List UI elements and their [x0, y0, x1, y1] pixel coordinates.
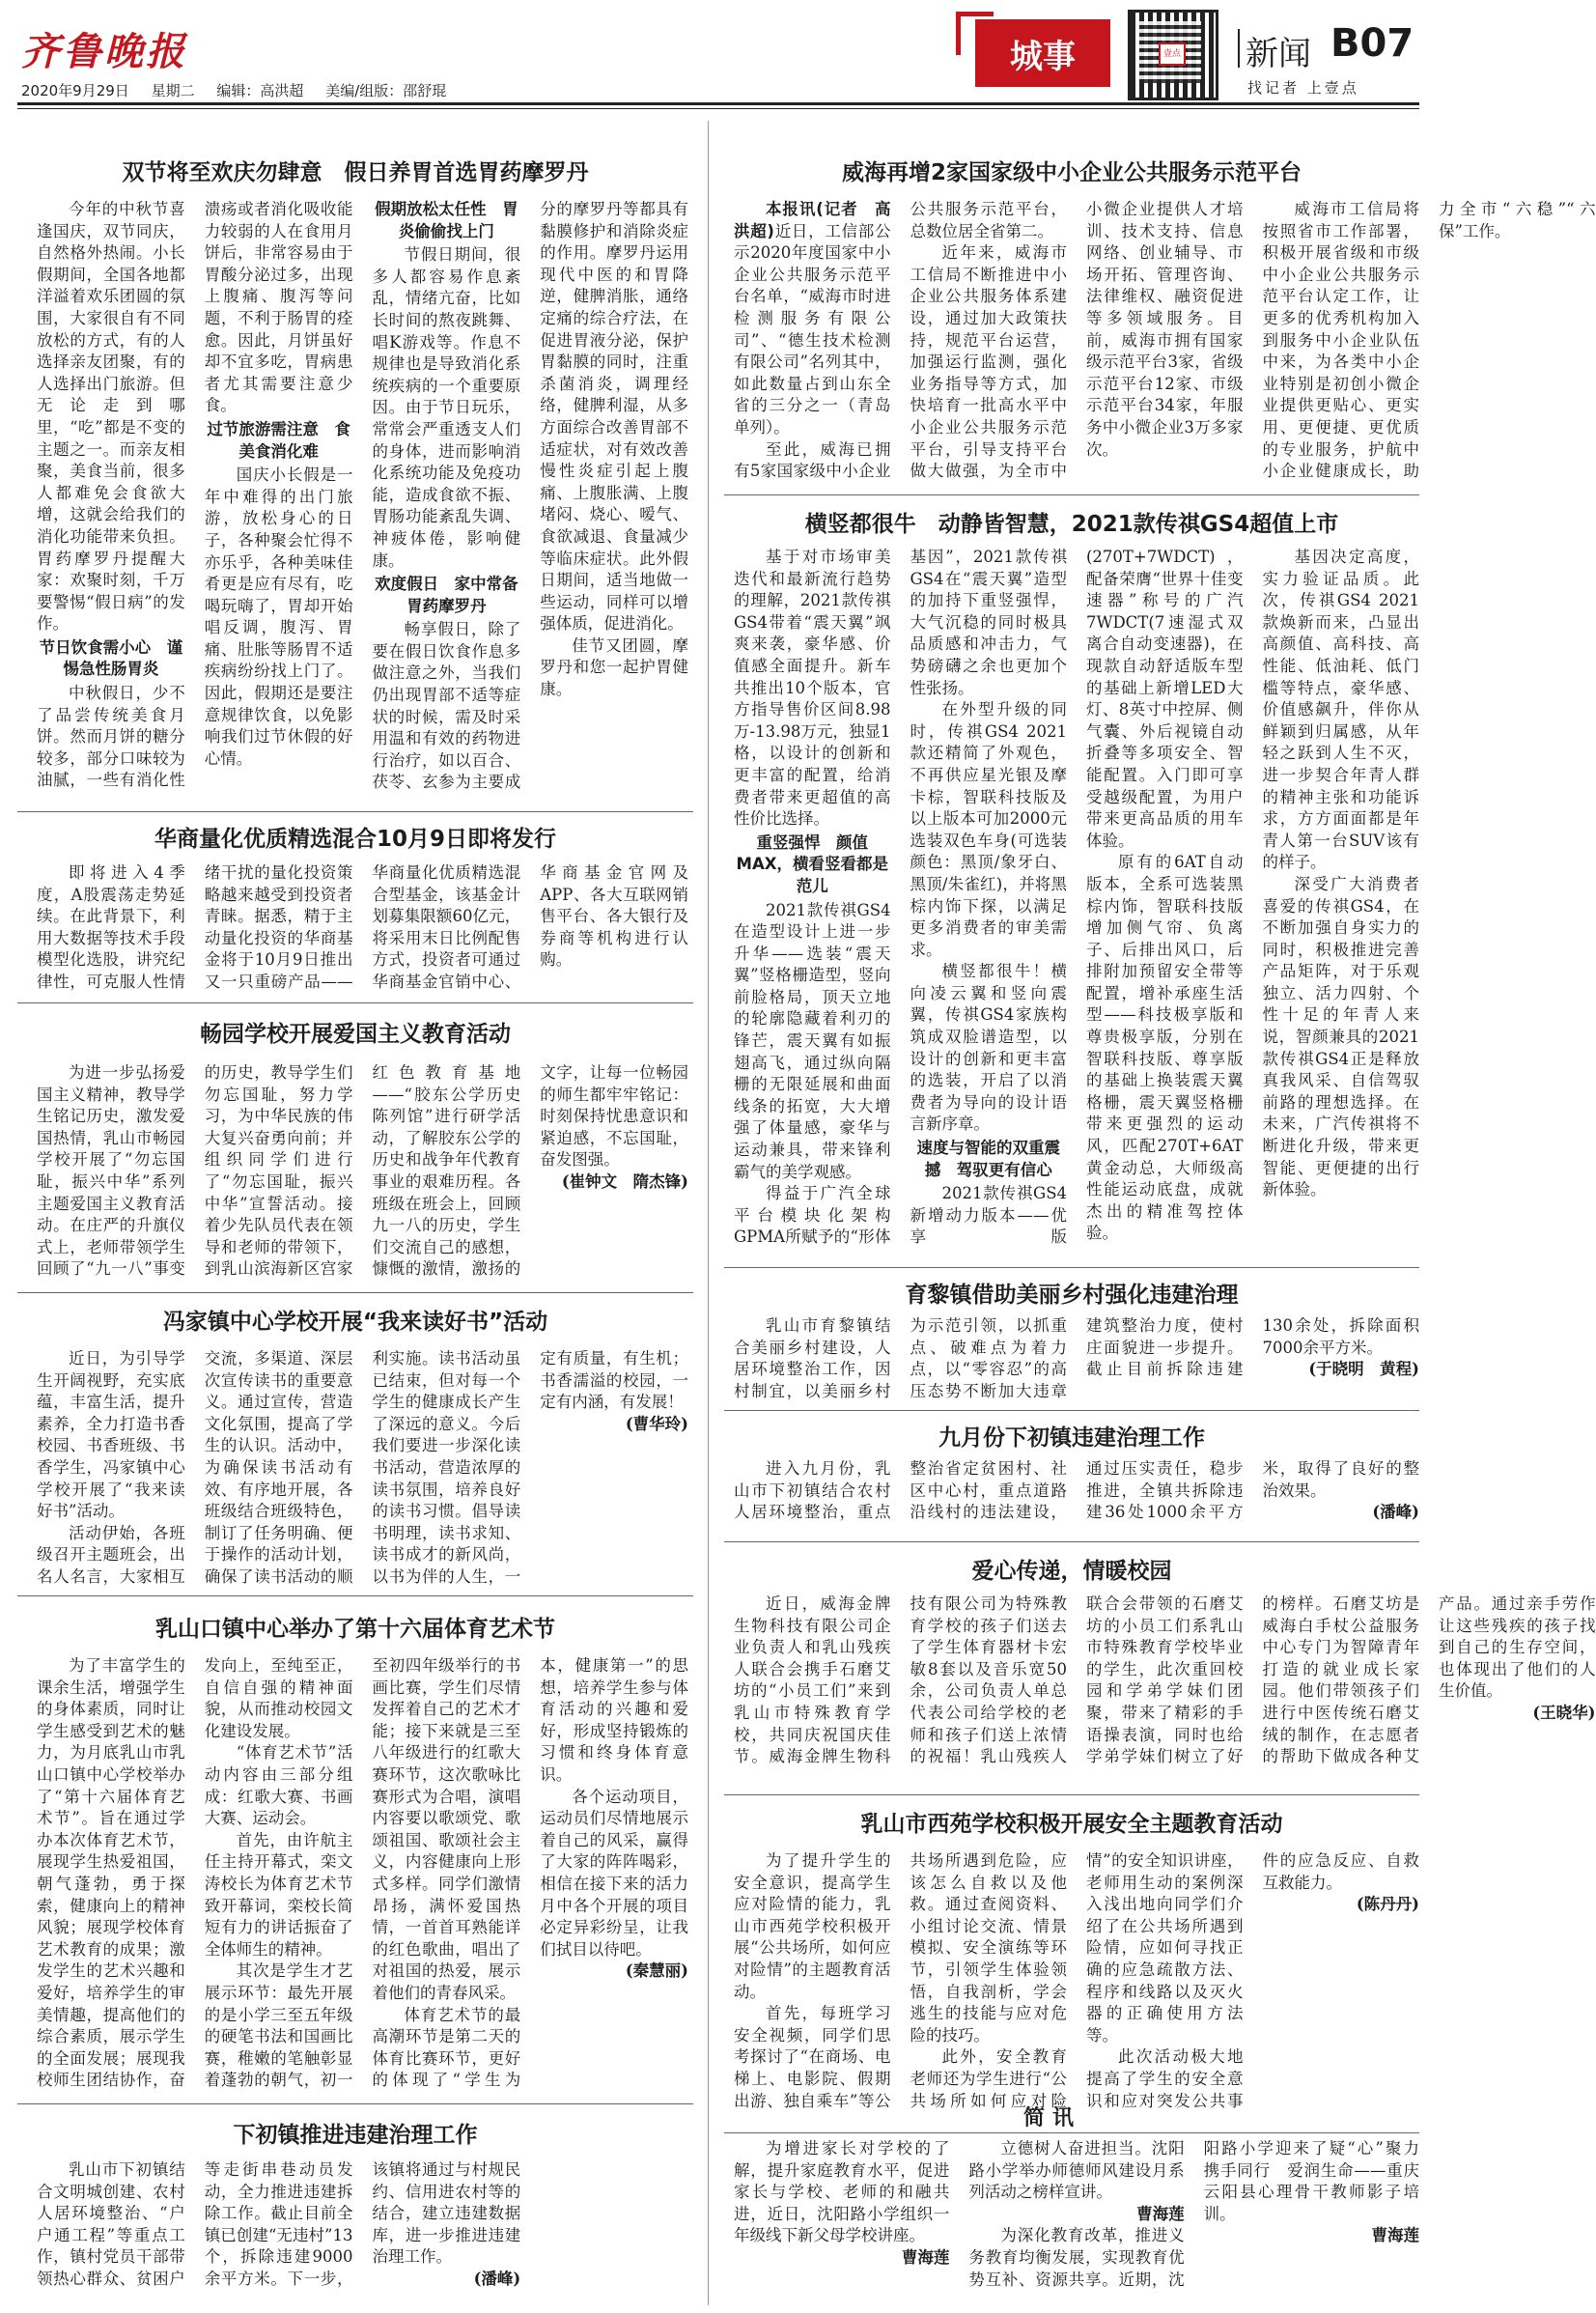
header-rule: [17, 102, 1419, 105]
brief-item: 立德树人奋进担当。沈阳路小学举办师德师风建设月系列活动之榜样宣讲。: [968, 2139, 1185, 2202]
header-divider: [1238, 29, 1240, 68]
article-title: 乳山市西苑学校积极开展安全主题教育活动: [860, 1812, 1283, 1837]
article-body: [734, 1458, 1419, 1536]
article-divider: [724, 1794, 1419, 1795]
paragraph: 横竖都很牛！横向凌云翼和竖向震翼，传祺GS4家族构筑成双脸谱造型，以设计的创新和更丰富的选装，开启了以消费者为导向的设计语言新序章。: [910, 962, 1067, 1134]
paragraph: 乳山市育黎镇结合美丽乡村建设，人居环境整治工作，因村制宜，以美丽乡村为示范引领，以抓重点、破难点为着力点，以“零容忍”的高压态势不断加大违章建筑整治力度，使村庄面貌进一步提升。截止目前拆除违建130余处，拆除面积7000余平方米。: [734, 1316, 1419, 1400]
column-separator: [708, 121, 709, 2305]
article-body: [37, 1062, 688, 1284]
article-divider: [724, 494, 1419, 495]
subheading: 节日饮食需小心 谨惕急性肠胃炎: [39, 637, 183, 679]
byline: 曹海莲: [901, 2247, 950, 2267]
article-divider: [17, 1292, 693, 1293]
article-title: 乳山口镇中心举办了第十六届体育艺术节: [155, 1617, 555, 1642]
paragraph: 今年的中秋节喜逢国庆，双节同庆，自然格外热闹。小长假期间，全国各地都洋溢着欢乐团圆的氛围，大家很自有不同放松的方式，有的人选择亲友团聚，有的人选择出门旅游。但无论走到哪里，“吃”都是不变的主题之一。而亲友相聚，美食当前，很多人都难免会食欲大增，这就会给我们的消化功能带来负担。胃药摩罗丹提醒大家：欢聚时刻，千万要警惕“假日病”的发作。: [37, 200, 185, 634]
article-divider: [724, 2132, 1419, 2133]
article-divider: [17, 1002, 693, 1003]
article-body: [734, 1594, 1596, 1787]
reporter-slogan: 找记者 上壹点: [1247, 79, 1359, 97]
byline: (潘峰): [473, 2269, 521, 2288]
paragraph: 进入九月份，乳山市下初镇结合农村人居环境整治，重点整治省定贫困村、社区中心村，重点道路沿线村的违法建设，通过压实责任，稳步推进，全镇共拆除违建36处1000余平方米，取得了良好的整治效果。: [734, 1459, 1419, 1522]
paragraph: 近日，为引导学生开阔视野，充实底蕴，丰富生活，提升素养，全力打造书香校园、书香班级、书香学生，冯家镇中心学校开展了“我来读好书”活动。: [37, 1349, 185, 1521]
article-title: 华商量化优质精选混合10月9日即将发行: [154, 827, 556, 852]
paragraph: 2021款传祺GS4新增动力版本——优享版(270T+7WDCT)，配备荣膺“世界十佳变速器”称号的广汽7WDCT(7速湿式双离合自动变速器)，在现款自动舒适版车型的基础上新增LED大灯、8英寸中控屏、侧气囊、外后视镜自动折叠等多项安全、智能配置。入门即可享受越级配置，为用户带来更高品质的用车体验。: [910, 548, 1244, 1247]
paragraph: 在外型升级的同时，传祺GS4 2021款还精简了外观色，不再供应星光银及摩卡棕，智联科技版及以上版本可加2000元选装双色车身(可选装颜色：黑顶/象牙白、黑顶/朱雀红)，并将黑棕内饰下探，以满足更多消费者的审美需求。: [910, 700, 1067, 959]
paragraph: 为了提升学生的安全意识，提高学生应对险情的能力，乳山市西苑学校积极开展“公共场所，如何应对险情”的主题教育活动。: [734, 1851, 891, 2001]
dateline-lead: 本报讯(记者 高洪超): [734, 200, 891, 240]
paragraph: 为了丰富学生的课余生活，增强学生的身体素质，同时让学生感受到艺术的魅力，为月底乳山市乳山口镇中心学校举办了“第十六届体育艺术节”。旨在通过学办本次体育艺术节，展现学生热爱祖国，朝气蓬勃，勇于探索，健康向上的精神风貌；展现学校体育艺术教育的成果；激发学生的艺术兴趣和爱好，培养学生的审美情趣，提高他们的综合素质，展示学生的全面发展；展现我校师生团结协作，奋发向上，至纯至正，自信自强的精神面貌，从而推动校园文化建设发展。: [37, 1656, 353, 2090]
byline: (潘峰): [1372, 1503, 1419, 1522]
paragraph: 畅享假日，除了要在假日饮食作息多做注意之外，当我们仍出现胃部不适等症状的时候，需及时采用温和有效的药物进行治疗，如以百合、茯苓、玄参为主要成分的摩罗丹等都具有黏膜修护和消除炎症的作用。摩罗丹运用现代中医的和胃降逆，健脾消胀，通络定痛的综合疗法，在促进胃液分泌，保护胃黏膜的同时，注重杀菌消炎，调理经络，健脾利湿，从多方面综合改善胃部不适症状，对有效改善慢性炎症引起上腹痛、上腹胀满、上腹堵闷、烧心、嗳气、食欲减退、食量减少等临床症状。此外假日期间，适当地做一些运动，同样可以增强体质，促进消化。: [372, 200, 688, 792]
header-rule-thin: [17, 108, 1419, 109]
paragraph: 2021款传祺GS4在造型设计上进一步升华——选装“震天翼”竖格栅造型，竖向前脸格局，顶天立地的轮廓隐藏着利刃的锋芒，震天翼有如振翅高飞，通过纵向隔栅的无限延展和曲面线条的拓宽，大大增强了体量感，豪华与运动兼具，带来锋利霸气的美学观感。: [734, 900, 891, 1181]
article-title: 下初镇推进违建治理工作: [233, 2123, 478, 2148]
paragraph: 其次是学生才艺展示环节：最先开展的是小学三至五年级的硬笔书法和国画比赛，稚嫩的笔触彰显着蓬勃的朝气，初一至初四年级举行的书画比赛，学生们尽情发挥着自己的艺术才能；接下来就是三至八年级进行的红歌大赛环节，这次歌咏比赛形式为合唱，演唱内容要以歌颂党、歌颂祖国、歌颂社会主义，内容健康向上形式多样。同学们激情昂扬，满怀爱国热情，一首首耳熟能详的红色歌曲，唱出了对祖国的热爱，展示着他们的青春风采。: [204, 1656, 521, 2090]
article-title: 爱心传递，情暖校园: [971, 1559, 1172, 1584]
article-title: 双节将至欢庆勿肆意 假日养胃首选胃药摩罗丹: [122, 160, 589, 185]
qr-logo: 壹点: [1159, 42, 1186, 66]
paragraph: 得益于广汽全球平台模块化架构GPMA所赋予的“形体基因”，2021款传祺GS4在“震天翼”造型的加持下重竖强悍，大气沉稳的同时极具品质感和冲击力，气势磅礴之余也更加个性张扬。: [734, 548, 1067, 1247]
briefs-body: [734, 2138, 1436, 2304]
paragraph: 乳山市下初镇结合文明城创建、农村人居环境整治、“户户通工程”等重点工作，镇村党员干部带领热心群众、贫困户等走街串巷动员发动，全力推进违建拆除工作。截止目前全镇已创建“无违村”13个，拆除违建9000余平方米。下一步，该镇将通过与村规民约、信用进农村等的结合，建立违建数据库，进一步推进违建治理工作。: [37, 2160, 521, 2288]
subheading: 欢度假日 家中常备胃药摩罗丹: [375, 575, 518, 615]
byline: (曹华玲): [625, 1414, 688, 1433]
paragraph: 中秋假日，少不了品尝传统美食月饼。然而月饼的糖分较多，部分口味较为油腻，一些有消化性溃疡或者消化吸收能力较弱的人在食用月饼后，非常容易由于胃酸分泌过多，出现上腹痛、腹泻等问题，不利于肠胃的痊愈。因此，月饼虽好却不宜多吃，胃病患者尤其需要注意少食。: [37, 200, 353, 790]
article-title: 横竖都很牛 动静皆智慧，2021款传祺GS4超值上市: [804, 512, 1339, 537]
paragraph: 各个运动项目，运动员们尽情地展示着自己的风采，赢得了大家的阵阵喝彩，相信在接下来的活力月中各个开展的项目必定异彩纷呈，让我们拭目以待吧。: [540, 1787, 688, 1959]
issue-date: 2020年9月29日: [21, 82, 129, 99]
article-divider: [17, 2103, 693, 2104]
dateline: [21, 80, 463, 100]
article-body: [37, 2159, 688, 2304]
byline: (王晓华): [1532, 1703, 1596, 1722]
paragraph: 深受广大消费者喜爱的传祺GS4，在不断加强自身实力的同时，积极推进完善产品矩阵，对于乐观独立、活力四射、个性十足的年青人来说，智颜兼具的2021款传祺GS4正是释放真我风采、自信驾驭前路的理想选择。在未来，广汽传祺将不断进化升级，带来更智能、更便捷的出行新体验。: [1262, 874, 1419, 1199]
subheading: 速度与智能的双重震撼 驾驭更有信心: [916, 1139, 1060, 1179]
article-divider: [724, 1267, 1419, 1268]
article-body: [37, 1348, 688, 1590]
article-divider: [17, 811, 693, 812]
paragraph: 近年来，威海市工信局不断推进中小企业公共服务体系建设，通过加大政策扶持，规范平台运营，加强运行监测，强化业务指导等方式，加快培育一批高水平中小企业公共服务示范平台，引导支持平台做大做强，为全市中小微企业提供人才培训、技术支持、信息网络、创业辅导、市场开拓、管理咨询、法律维权、融资促进等多领域服务。目前，威海市拥有国家级示范平台3家，省级示范平台12家、市级示范平台34家，年服务中小微企业3万多家次。: [910, 200, 1244, 481]
page-name: 新闻: [1246, 35, 1311, 73]
subheading: 假期放松太任性 胃炎偷偷找上门: [375, 200, 518, 240]
brief-item: 为增进家长对学校的了解，提升家庭教育水平，促进家长与学校、老师的和融共进，近日，沈阳路小学组织一年级线下新父母学校讲座。: [734, 2139, 950, 2245]
paragraph: 近日，威海金牌生物科技有限公司企业负责人和乳山残疾人联合会携手石磨艾坊的“小员工们”来到乳山市特殊教育学校，共同庆祝国庆佳节。威海金牌生物科技有限公司为特殊教育学校的孩子们送去了学生体育器材卡宏敏8套以及音乐宽50余，公司负责人单总代表公司给学校的老师和孩子们送上浓情的祝福！乳山残疾人联合会带领的石磨艾坊的小员工们系乳山市特殊教育学校毕业的学生，此次重回校园和学弟学妹们团聚，带来了精彩的手语操表演，同时也给学弟学妹们树立了好的榜样。石磨艾坊是威海白手杖公益服务中心专门为智障青年打造的就业成长家园。他们带领孩子们进行中医传统石磨艾绒的制作，在志愿者的帮助下做成各种艾产品。通过亲手劳作让这些残疾的孩子找到自己的生存空间，也体现出了他们的人生价值。: [734, 1594, 1596, 1766]
article-divider: [17, 1595, 693, 1596]
paragraph: 威海市工信局将按照省市工作部署，积极开展省级和市级中小企业公共服务示范平台认定工作，让更多的优秀机构加入到服务中小企业队伍中来，为各类中小企业特别是初创小微企业提供更贴心、更实用、更便捷、更优质的专业服务，护航中小企业健康成长，助力全市“六稳”“六保”工作。: [1262, 200, 1596, 481]
issue-weekday: 星期二: [151, 82, 195, 99]
article-body: [37, 199, 688, 807]
article-title: 九月份下初镇违建治理工作: [938, 1425, 1205, 1451]
byline: 曹海莲: [1371, 2226, 1419, 2245]
article-body: [37, 862, 688, 996]
paragraph: 即将进入4季度，A股震荡走势延续。在此背景下，利用大数据等技术手段模型化选股，讲究纪律性，可克服人性情绪干扰的量化投资策略越来越受到投资者青睐。据悉，精于主动量化投资的华商基金将于10月9日推出又一只重磅产品——华商量化优质精选混合型基金，该基金计划募集限额60亿元，将采用末日比例配售方式，投资者可通过华商基金官销中心、华商基金官网及APP、各大互联网销售平台、各大银行及券商等机构进行认购。: [37, 863, 688, 991]
editor-credit: 编辑：高洪超: [216, 82, 304, 99]
paragraph: 基因决定高度，实力验证品质。此次，传祺GS4 2021款焕新而来，凸显出高颜值、高科技、高性能、低油耗、低门槛等特点，豪华感、价值感飙升，伴你从鲜颖到归属感，从年轻之跃到人生不灭，进一步契合年青人群的精神主张和功能诉求，方方面面都是年青人第一台SUV该有的样子。: [1262, 548, 1419, 872]
paragraph: 佳节又团圆，摩罗丹和您一起护胃健康。: [540, 635, 688, 699]
byline: (陈丹丹): [1356, 1895, 1419, 1914]
paragraph: 首先，每班学习安全视频，同学们思考探讨了“在商场、电梯上、电影院、假期出游、独自乘车”等公共场所遇到危险，应该怎么自救以及他救。通过查阅资料、小组讨论交流、情景模拟、安全演练等环节，引领学生体验领悟，自我剖析，学会逃生的技能与应对危险的技巧。: [734, 1851, 1067, 2110]
byline: (崔钟文 隋杰锋): [561, 1171, 688, 1191]
paragraph: “体育艺术节”活动内容由三部分组成：红歌大赛、书画大赛、运动会。: [204, 1743, 353, 1828]
article-body: [734, 199, 1596, 489]
article-divider: [724, 1410, 1419, 1411]
byline: 曹海莲: [1136, 2204, 1185, 2223]
article-title: 威海再增2家国家级中小企业公共服务示范平台: [841, 160, 1302, 185]
brief-item: 为深化教育改革，推进义务教育均衡发展，实现教育优势互补、资源共享。近期，沈阳路小学迎来了疑“心”聚力 携手同行 爱润生命——重庆云阳县心理骨干教师影子培训。: [968, 2139, 1436, 2289]
paragraph: 此次活动极大地提高了学生的安全意识和应对突发公共事件的应急反应、自救互救能力。: [1086, 1851, 1419, 2110]
article-divider: [724, 1541, 1419, 1542]
article-title: 冯家镇中心学校开展“我来读好书”活动: [162, 1310, 548, 1335]
paragraph: 节假日期间，很多人都容易作息紊乱，情绪亢奋，比如长时间的熬夜跳舞、唱K游戏等。作息不规律也是导致消化系统疾病的一个重要原因。由于节日玩乐，常常会严重透支人们的身体，进而影响消化系统功能及免疫功能，造成食欲不振、胃肠功能紊乱失调、神疲体倦，影响健康。: [372, 245, 521, 570]
article-title: 畅园学校开展爱国主义教育活动: [200, 1022, 511, 1047]
paragraph: 活动伊始，各班级召开主题班会，出名人名言，大家相互交流，多渠道、深层次宣传读书的重要意义。通过宣传，营造文化氛围，提高了学生的认识。活动中，为确保读书活动有效、有序地开展，各班级结合班级特色，制订了任务明确、便于操作的活动计划，确保了读书活动的顺利实施。读书活动虽已结束，但对每一个学生的健康成长产生了深远的意义。今后我们要进一步深化读书活动，营造浓厚的读书氛围，培养良好的读书习惯。倡导读书明理，读书求知、读书成才的新风尚，以书为伴的人生，一定有质量，有生机；书香濡溢的校园，一定有内涵，有发展！: [37, 1349, 688, 1586]
briefs-heading: 简讯: [1023, 2106, 1082, 2130]
article-body: [734, 547, 1419, 1261]
subheading: 重竖强悍 颜值MAX，横看竖看都是范儿: [736, 832, 888, 895]
paragraph: 体育艺术节的最高潮环节是第二天的体育比赛环节，更好的体现了“学生为本，健康第一”的思想，培养学生参与体育活动的兴趣和爱好，形成坚持锻炼的习惯和终身体育意识。: [372, 1656, 688, 2090]
paragraph: 首先，由许航主任主持开幕式，栾文涛校长为体育艺术节致开幕词，栾校长简短有力的讲话振奋了全体师生的精神。: [204, 1830, 353, 1959]
article-body: [734, 1315, 1419, 1404]
paragraph: 原有的6AT自动版本，全系可选装黑棕内饰，智联科技版增加侧气帘、负离子、后排出风口，后排附加预留安全带等配置，增补承座生活型——科技极享版和尊贵极享版，分别在智联科技版、尊享版的基础上换装震天翼格栅，震天翼竖格栅带来更强烈的运动风，匹配270T+6AT黄金动总，大师级高性能运动底盘，成就杰出的精准驾控体验。: [1086, 853, 1244, 1243]
article-title: 育黎镇借助美丽乡村强化违建治理: [905, 1283, 1239, 1308]
paragraph: 基于对市场审美迭代和最新流行趋势的理解，2021款传祺GS4带着“震天翼”飒爽来袭，豪华感、价值感全面提升。新车共推出10个版本，官方指导售价区间8.98万-13.98万元，独显1格，以设计的创新和更丰富的配置，给消费者带来更超值的高性价比选择。: [734, 548, 891, 829]
paragraph: 为进一步弘扬爱国主义精神，教导学生铭记历史，激发爱国热情，乳山市畅园学校开展了“勿忘国耻，振兴中华”系列主题爱国主义教育活动。在庄严的升旗仪式上，老师带领学生回顾了“九一八”事变的历史，教导学生们勿忘国耻，努力学习，为中华民族的伟大复兴奋勇向前；并组织同学们进行了“勿忘国耻，振兴中华”宣誓活动。接着少先队员代表在领导和老师的带领下，到乳山滨海新区宫家红色教育基地——“胶东公学历史陈列馆”进行研学活动，了解胶东公学的历史和战争年代教育事业的艰难历程。各班级在班会上，回顾九一八的历史，学生们交流自己的感想，慷慨的激情，激扬的文字，让每一位畅园的师生都牢牢铭记：时刻保持忧患意识和紧迫感，不忘国耻，奋发图强。: [37, 1063, 688, 1279]
byline: (于晓明 黄程): [1308, 1360, 1419, 1379]
article-body: [37, 1655, 688, 2098]
paragraph: 至此，威海已拥有5家国家级中小企业公共服务示范平台，总数位居全省第二。: [734, 200, 1067, 481]
art-credit: 美编/组版：邵舒琨: [325, 82, 447, 99]
paragraph: 此外，安全教育老师还为学生进行“公共场所如何应对险情”的安全知识讲座，老师用生动的案例深入浅出地向同学们介绍了在公共场所遇到险情，应如何寻找正确的应急疏散方法、程序和线路以及灭火器的正确使用方法等。: [910, 1851, 1244, 2110]
newspaper-masthead: 齐鲁晚报: [21, 29, 187, 74]
section-tag: 城事: [975, 19, 1110, 87]
paragraph: 本报讯(记者 高洪超)近日，工信部公示2020年度国家中小企业公共服务示范平台名单，“威海市时进检测服务有限公司”、“德生技术检测有限公司”名列其中，如此数量占到山东全省的三分之一（青岛单列）。: [734, 200, 891, 437]
subheading: 过节旅游需注意 食美食消化难: [207, 419, 350, 461]
article-body: [734, 1850, 1419, 2130]
page-number: B07: [1330, 21, 1414, 66]
paragraph: 国庆小长假是一年中难得的出门旅游，放松身心的日子，各种聚会忙得不亦乐乎，各种美味佳肴更是应有尽有，吃喝玩嗨了，胃却开始唱反调，腹泻、胃痛、肚胀等肠胃不适疾病纷纷找上门了。因此，假期还是要注意规律饮食，以免影响我们过节休假的好心情。: [204, 465, 353, 768]
byline: (秦慧丽): [625, 1961, 688, 1981]
